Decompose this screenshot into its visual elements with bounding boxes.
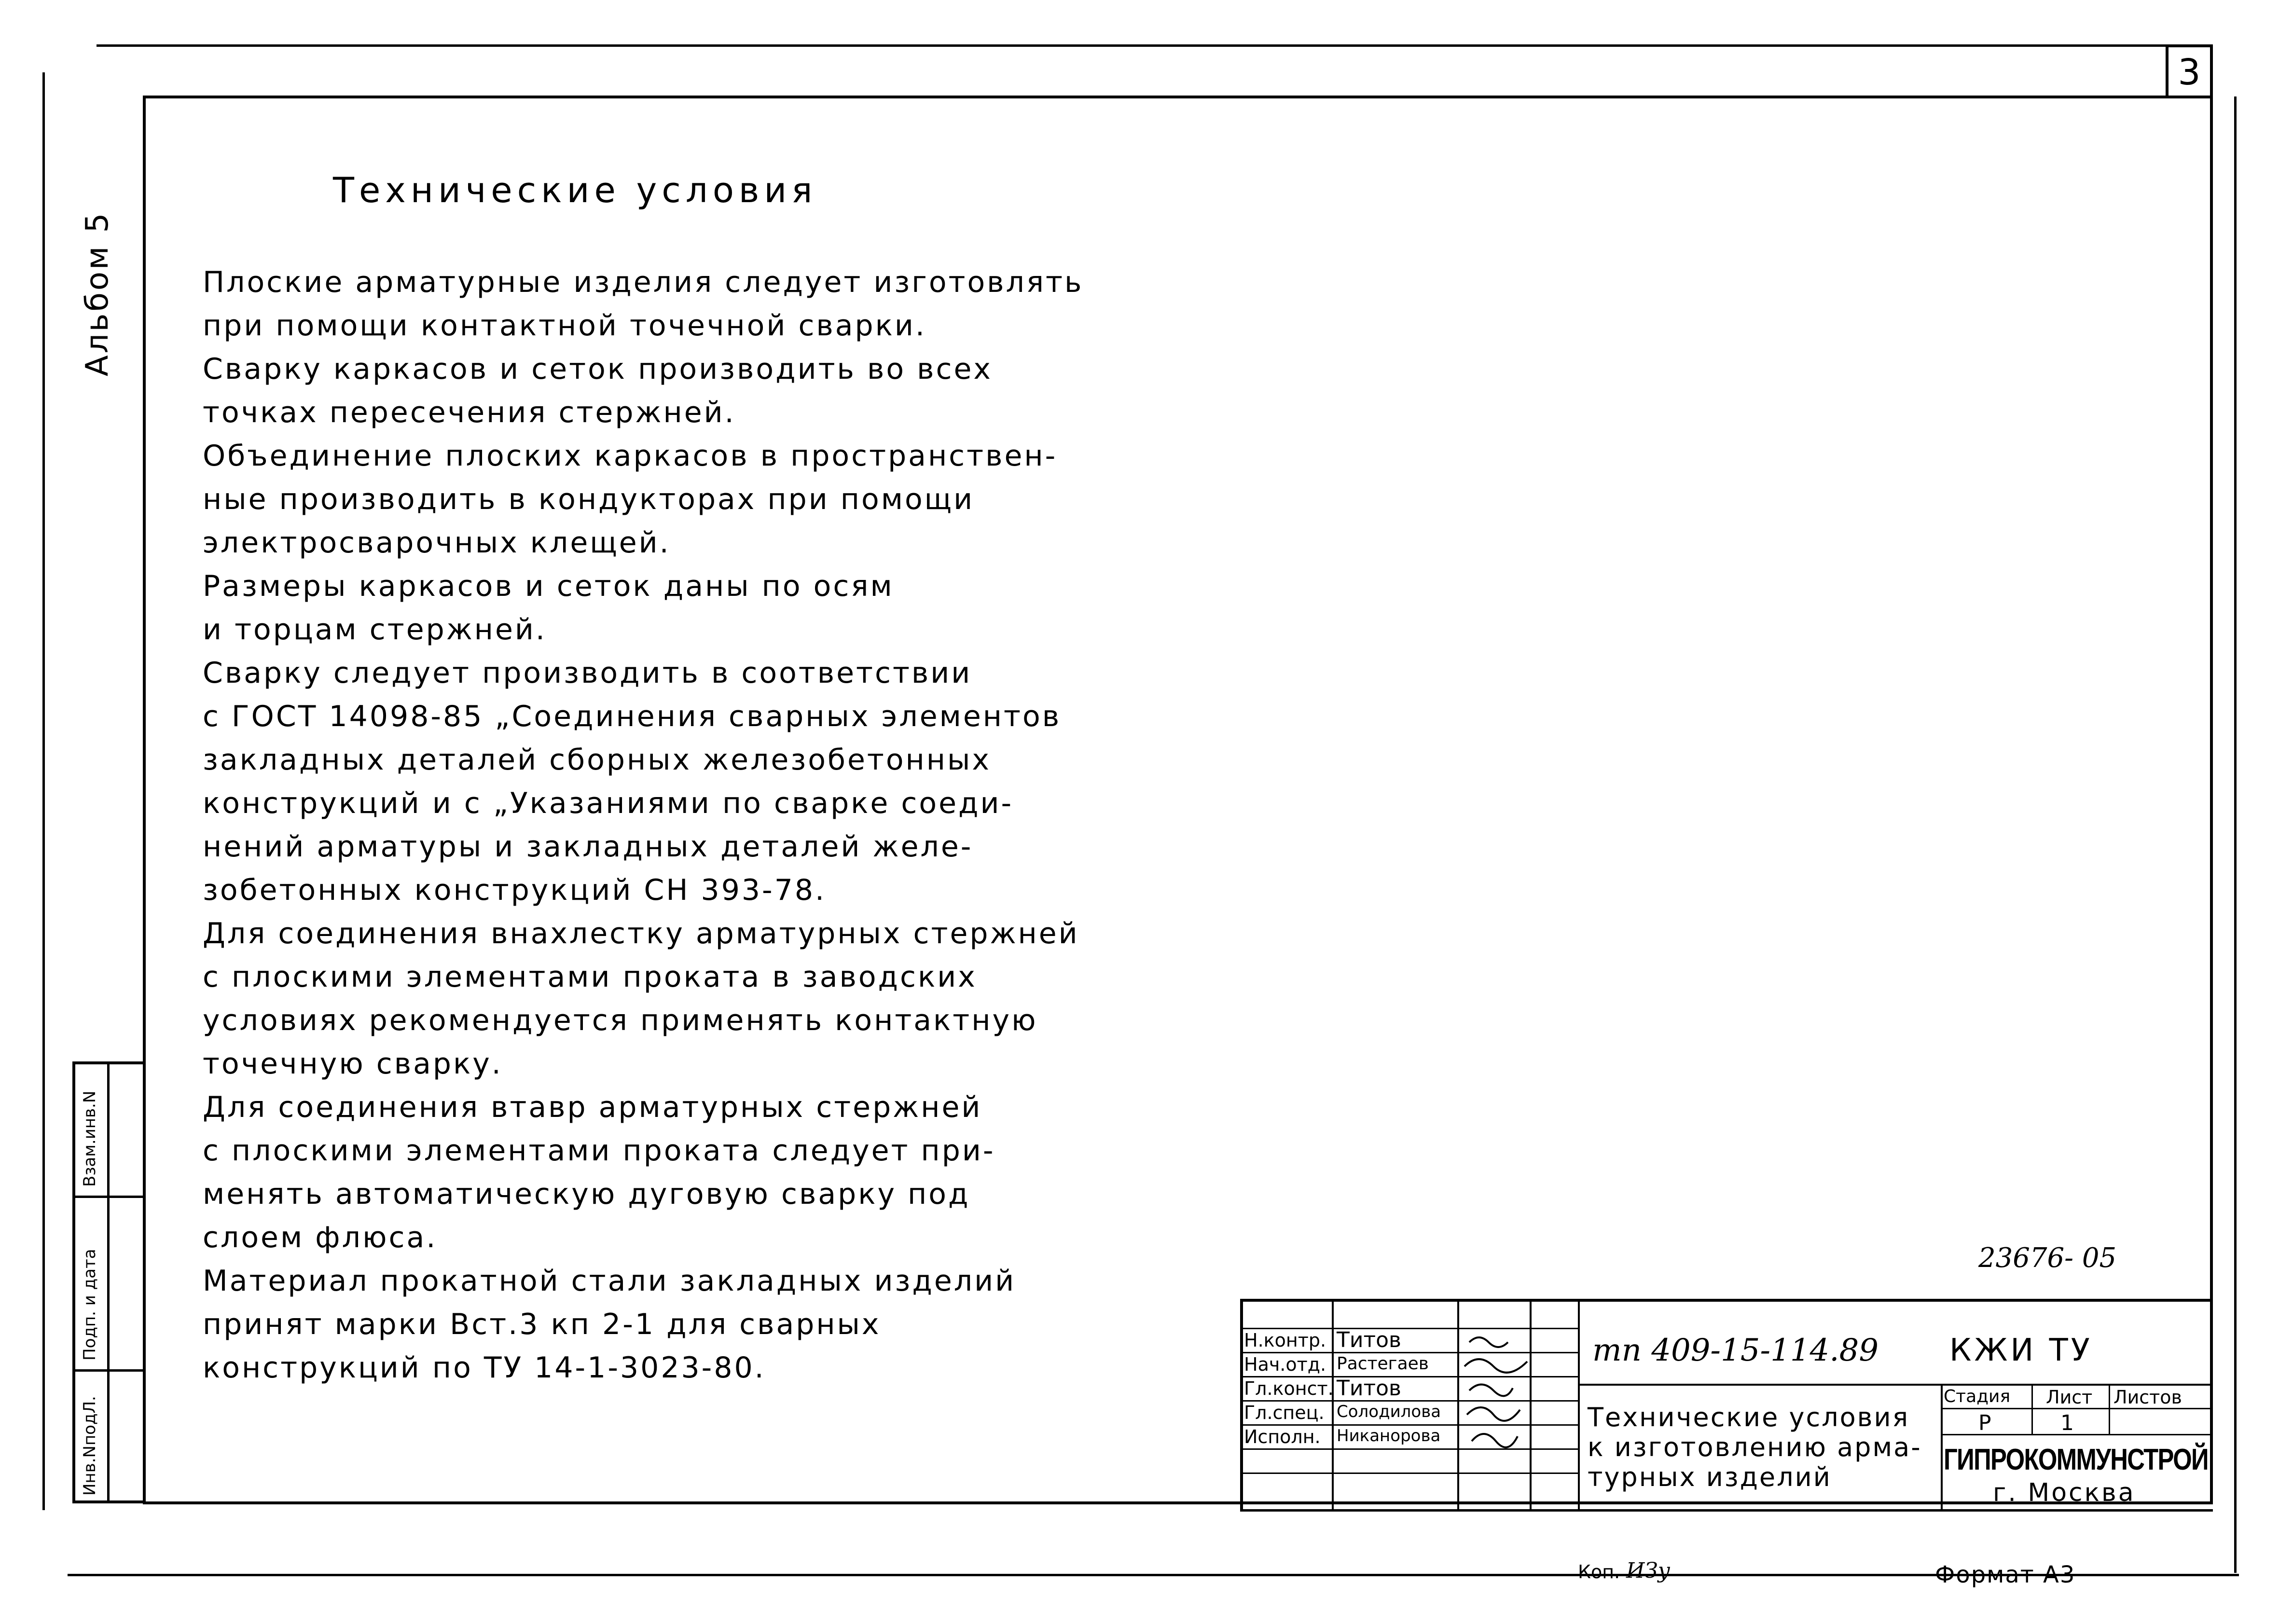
tb-vline: [1332, 1299, 1334, 1511]
side-strip-divider: [107, 1061, 110, 1503]
tb-stage-value: Р: [1978, 1411, 1991, 1435]
text-line: с ГОСТ 14098-85 „Соединения сварных элементов: [203, 700, 1062, 733]
text-line: Объединение плоских каркасов в пространствен-: [203, 439, 1058, 473]
tb-hline: [1240, 1473, 1578, 1474]
tb-vline: [1941, 1384, 1943, 1511]
text-line: Плоские арматурные изделия следует изготовлять: [203, 265, 1084, 299]
top-border-line: [97, 44, 2167, 47]
tb-doc-title-line: к изготовлению арма-: [1588, 1432, 1922, 1462]
text-line: условиях рекомендуется применять контактную: [203, 1004, 1038, 1037]
text-line: менять автоматическую дуговую сварку под: [203, 1177, 970, 1211]
text-line: Материал прокатной стали закладных изделий: [203, 1264, 1016, 1298]
tb-header-stage: Стадия: [1944, 1387, 2011, 1406]
tb-role: Исполн.: [1244, 1426, 1321, 1447]
tb-header-sheets: Листов: [2113, 1387, 2182, 1408]
text-line: точечную сварку.: [203, 1047, 503, 1081]
tb-doc-title-line: Технические условия: [1588, 1402, 1910, 1432]
text-line: закладных деталей сборных железобетонных: [203, 743, 991, 777]
document-body: [203, 261, 1119, 1390]
tb-vline: [1578, 1299, 1580, 1511]
text-line: Для соединения втавр арматурных стержней: [203, 1090, 982, 1124]
bottom-border-line: [68, 1574, 2239, 1576]
text-line: с плоскими элементами проката в заводских: [203, 960, 977, 994]
archive-number: 23676- 05: [1978, 1242, 2117, 1274]
text-line: нений арматуры и закладных деталей желе-: [203, 830, 973, 864]
left-edge-line: [42, 72, 45, 1510]
album-label: Альбом 5: [80, 211, 115, 376]
text-line: Размеры каркасов и сеток даны по осям: [203, 569, 894, 603]
tb-hline: [1941, 1408, 2213, 1409]
text-line: ные производить в кондукторах при помощи: [203, 482, 975, 516]
text-line: Для соединения внахлестку арматурных стержней: [203, 917, 1079, 950]
text-line: Сварку следует производить в соответствии: [203, 656, 972, 690]
tb-role: Н.контр.: [1244, 1330, 1326, 1351]
tb-city: г. Москва: [1993, 1478, 2136, 1507]
tb-header-sheet: Лист: [2046, 1387, 2093, 1408]
copy-label: Коп.: [1578, 1561, 1620, 1583]
tb-role: Гл.конст.: [1244, 1378, 1334, 1399]
text-line: точках пересечения стержней.: [203, 396, 736, 429]
tb-name: Солодилова: [1337, 1402, 1441, 1421]
right-edge-line: [2234, 96, 2237, 1573]
tb-name: Растегаев: [1337, 1354, 1429, 1374]
text-line: с плоскими элементами проката следует при-: [203, 1134, 995, 1168]
text-line: при помощи контактной точечной сварки.: [203, 309, 926, 343]
text-line: конструкций по ТУ 14-1-3023-80.: [203, 1351, 766, 1385]
tb-mark: КЖИ ТУ: [1949, 1333, 2093, 1368]
tb-role: Нач.отд.: [1244, 1354, 1326, 1375]
tb-doc-title-line: турных изделий: [1588, 1462, 1832, 1492]
tb-vline: [2109, 1384, 2110, 1434]
tb-hline: [1578, 1384, 2213, 1386]
copy-signature: ИЗу: [1626, 1558, 1671, 1583]
tb-organization: ГИПРОКОММУНСТРОЙ: [1944, 1443, 2208, 1476]
text-line: и торцам стержней.: [203, 613, 547, 647]
format-label: Формат А3: [1935, 1561, 2076, 1588]
side-strip-row-1: [72, 1196, 143, 1198]
text-line: слоем флюса.: [203, 1221, 438, 1254]
sheet-number-box: [2166, 44, 2213, 97]
tb-doc-code: тп 409-15-114.89: [1592, 1333, 1879, 1368]
tb-name: Титов: [1337, 1376, 1401, 1401]
side-label-inventory: Инв.NподЛ.: [80, 1396, 99, 1496]
title-block: [1240, 1299, 2213, 1511]
side-label-signature-date: Подп. и дата: [80, 1249, 99, 1361]
text-line: электросварочных клещей.: [203, 526, 671, 560]
tb-vline: [2031, 1384, 2033, 1434]
tb-vline: [1457, 1299, 1459, 1511]
tb-sheet-value: 1: [2060, 1411, 2074, 1435]
text-line: зобетонных конструкций СН 393-78.: [203, 873, 827, 907]
tb-name: Никанорова: [1337, 1426, 1441, 1445]
tb-bottom-line: [1240, 1509, 2213, 1512]
tb-role: Гл.спец.: [1244, 1402, 1325, 1423]
document-title: Технические условия: [333, 170, 817, 210]
sheet-number: 3: [2178, 52, 2201, 93]
tb-name: Титов: [1337, 1328, 1401, 1352]
side-label-replacement: Взам.инв.N: [80, 1090, 99, 1187]
text-line: конструкций и с „Указаниями по сварке соеди-: [203, 786, 1014, 820]
text-line: принят марки Вст.3 кп 2-1 для сварных: [203, 1307, 881, 1341]
signatures-image: [1460, 1328, 1532, 1473]
text-line: Сварку каркасов и сеток производить во всех: [203, 352, 993, 386]
side-strip-row-2: [72, 1369, 143, 1372]
